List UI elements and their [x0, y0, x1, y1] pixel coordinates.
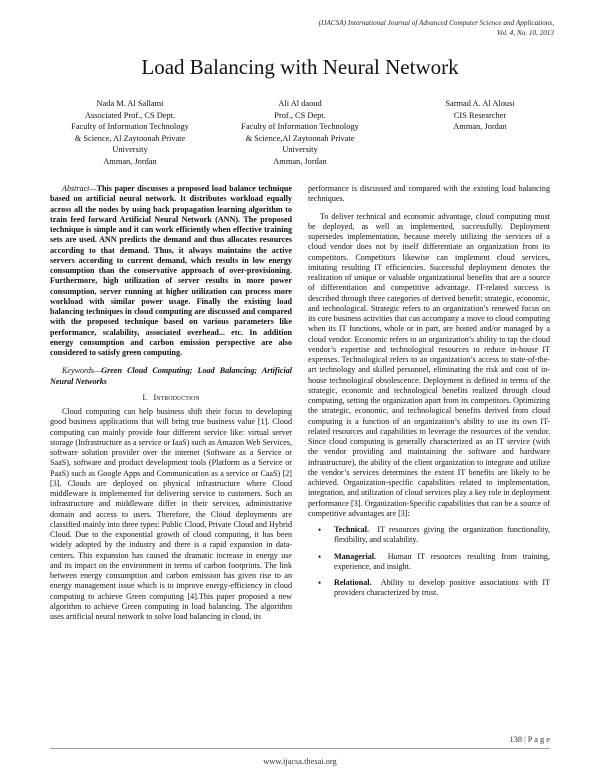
- author-line: Amman, Jordan: [273, 156, 327, 166]
- journal-header-line1: (IJACSA) International Journal of Advanced Computer Science and Applications,: [318, 19, 554, 27]
- bullet-icon: •: [318, 578, 322, 588]
- author-block-2: [220, 98, 380, 167]
- left-column: [50, 184, 292, 622]
- author-line: Faculty of Information Technology: [241, 122, 359, 131]
- author-line: Amman, Jordan: [103, 156, 157, 166]
- section-number: I.: [142, 392, 148, 402]
- list-item: [308, 552, 550, 573]
- list-item-term: Technical.: [334, 525, 370, 534]
- page-number-value: 138: [509, 735, 523, 744]
- journal-header-line2: Vol. 4, No. 10, 2013: [496, 29, 554, 37]
- footer-rule: [50, 748, 550, 749]
- section-title: Introduction: [153, 392, 200, 402]
- list-item-text: Human IT resources resulting from training, experience, and insight.: [334, 551, 551, 571]
- continued-paragraph: performance is discussed and compared with the existing load balancing techniques.: [308, 184, 550, 204]
- footer-url[interactable]: www.ijacsa.thesai.org: [263, 757, 337, 766]
- keywords: [50, 366, 292, 387]
- author-line: Associated Prof., CS Dept.: [84, 110, 176, 120]
- deployment-paragraph: To deliver technical and economic advantage, cloud computing must be deployed, as well as implemented, successfully. Deployment supersedes implementation, because merely utilizing the services of a cloud vendor does not by itself differentiate an organization from its competitors. Competitors likewise can implement cloud services, imitating resulting IT efficiencies. Successful deployment denotes the realization of unique or valuable organizational benefits that are a source of differentiation and competitive advantage. IT-related success is described through three categories of derived benefit: strategic, economic, and technological. Strategic refers to an organization’s renewed focus on its core business activities that can accompany a move to cloud computing when its IT functions, whole or in part, are hosted and/or managed by a cloud vendor. Economic refers to an organization’s ability to tap the cloud vendor’s expertise and technological resources to reduce in-house IT expenses. Technological refers to an organization’s access to state-of-the-art technology and skilled personnel, eliminating the risk and cost of in-house technological obsolescence. Deployment is defined in terms of the strategic, economic and technological benefits realized through cloud computing, setting the organization apart from its competitors. Optimizing the strategic, economic, and technological benefits derived from cloud computing is a function of an organization’s ability to use its own IT-related resources and capabilities to leverage the resources of the vendor. Since cloud computing is generally characterized as an IT service (with the vendor providing and maintaining the software and hardware infrastructure), the ability of the client organization to integrate and utilize the vendor’s services determines the extent IT benefits are likely to be achieved. Organization-specific capabilities related to implementation, integration, and utilization of cloud services play a key role in deployment performance [3]. Organization-Specific capabilities that can be a source of competitive advantages are [3]:: [308, 211, 550, 518]
- author-name: Sarmad A. Al Alousi: [445, 99, 515, 108]
- list-item: [308, 578, 550, 599]
- list-item-term: Managerial.: [334, 551, 377, 561]
- list-item-term: Relational.: [334, 578, 372, 587]
- list-item-text: Ability to develop positive associations with IT providers characterized by trust.: [334, 578, 551, 598]
- author-line: University: [112, 145, 148, 154]
- author-line: University: [282, 145, 318, 154]
- author-line: Prof., CS Dept.: [274, 110, 326, 120]
- author-line: Faculty of Information Technology: [71, 122, 189, 131]
- abstract-lead: Abstract—: [62, 184, 97, 193]
- author-line: CIS Researcher: [453, 110, 507, 120]
- author-block-1: [50, 98, 210, 167]
- list-item: [308, 525, 550, 546]
- author-block-3: [410, 98, 550, 133]
- bullet-icon: •: [318, 551, 322, 562]
- keywords-lead: Keywords—: [62, 366, 102, 376]
- intro-paragraph: Cloud computing can help business shift their focus to developing good business applications that will bring true business value [1]. Cloud computing can mainly provide four different service like: virtual server storage (Infrastructure as a service or IaaS) such as Amazon Web Services, software solution provider over the internet (Software as a Service or SaaS), software and product development tools (Platform as a Service or PaaS) such as Google Apps and Communication as a service or CaaS) [2][3]. Clouds are deployed on physical infrastructure where Cloud middleware is implemented for delivering service to customers. Such an infrastructure and middleware differ in their services, administrative domain and access to users. Therefore, the Cloud deployments are classified mainly into three types: Public Cloud, Private Cloud and Hybrid Cloud. Due to the exponential growth of cloud computing, it has been widely adopted by the industry and there is a rapid expansion in data-centers. This expansion has caused the dramatic increase in energy use and its impact on the environment in terms of carbon footprints. The link between energy consumption and carbon emission has given rise to an energy management issue which is to improve energy-efficiency in cloud computing to achieve Green computing [4].This paper proposed a new algorithm to achieve Green computing in load balancing. The algorithm uses artificial neural network to solve load balancing in cloud, its: [50, 407, 292, 621]
- paper-title: Load Balancing with Neural Network: [141, 55, 459, 79]
- section-heading-introduction: [50, 393, 292, 403]
- author-name: Nada M. Al Sallami: [96, 99, 164, 108]
- divider: |: [524, 735, 526, 744]
- journal-header: [174, 18, 554, 38]
- author-line: Amman, Jordan: [453, 122, 507, 131]
- page-label: P a g e: [527, 735, 550, 744]
- right-column: [308, 184, 550, 605]
- author-line: & Science,Al Zaytoonah Private: [245, 133, 355, 143]
- abstract: [50, 184, 292, 358]
- author-name: Ali Al daoud: [278, 99, 322, 108]
- bullet-icon: •: [318, 525, 322, 535]
- author-line: & Science, Al Zaytoonah Private: [74, 133, 186, 143]
- list-item-text: IT resources giving the organization functionality, flexibility, and scalability.: [334, 525, 551, 545]
- page-number: [510, 735, 551, 744]
- capabilities-list: [308, 525, 550, 599]
- keywords-text: Green Cloud Computing; Load Balancing; Artificial Neural Networks: [50, 366, 292, 386]
- abstract-text: This paper discusses a proposed load balance technique based on artificial neural network. It distributes workload equally across all the nodes by using back propagation learning algorithm to train feed forward Artificial Neural Network (ANN). The proposed technique is simple and it can work efficiently when effective training sets are used. ANN predicts the demand and thus allocates resources according to that demand. Thus, it always maintains the active servers according to current demand, which results in low energy consumption than the conservative approach of over-provisioning. Furthermore, high utilization of server results in more power consumption, server running at higher utilization can process more workload with similar power usage. Finally the existing load balancing techniques in cloud computing are discussed and compared with the proposed technique based on various parameters like performance, scalability, associated overhead... etc. In addition energy consumption and carbon emission perspective are also considered to satisfy green computing.: [50, 184, 292, 357]
